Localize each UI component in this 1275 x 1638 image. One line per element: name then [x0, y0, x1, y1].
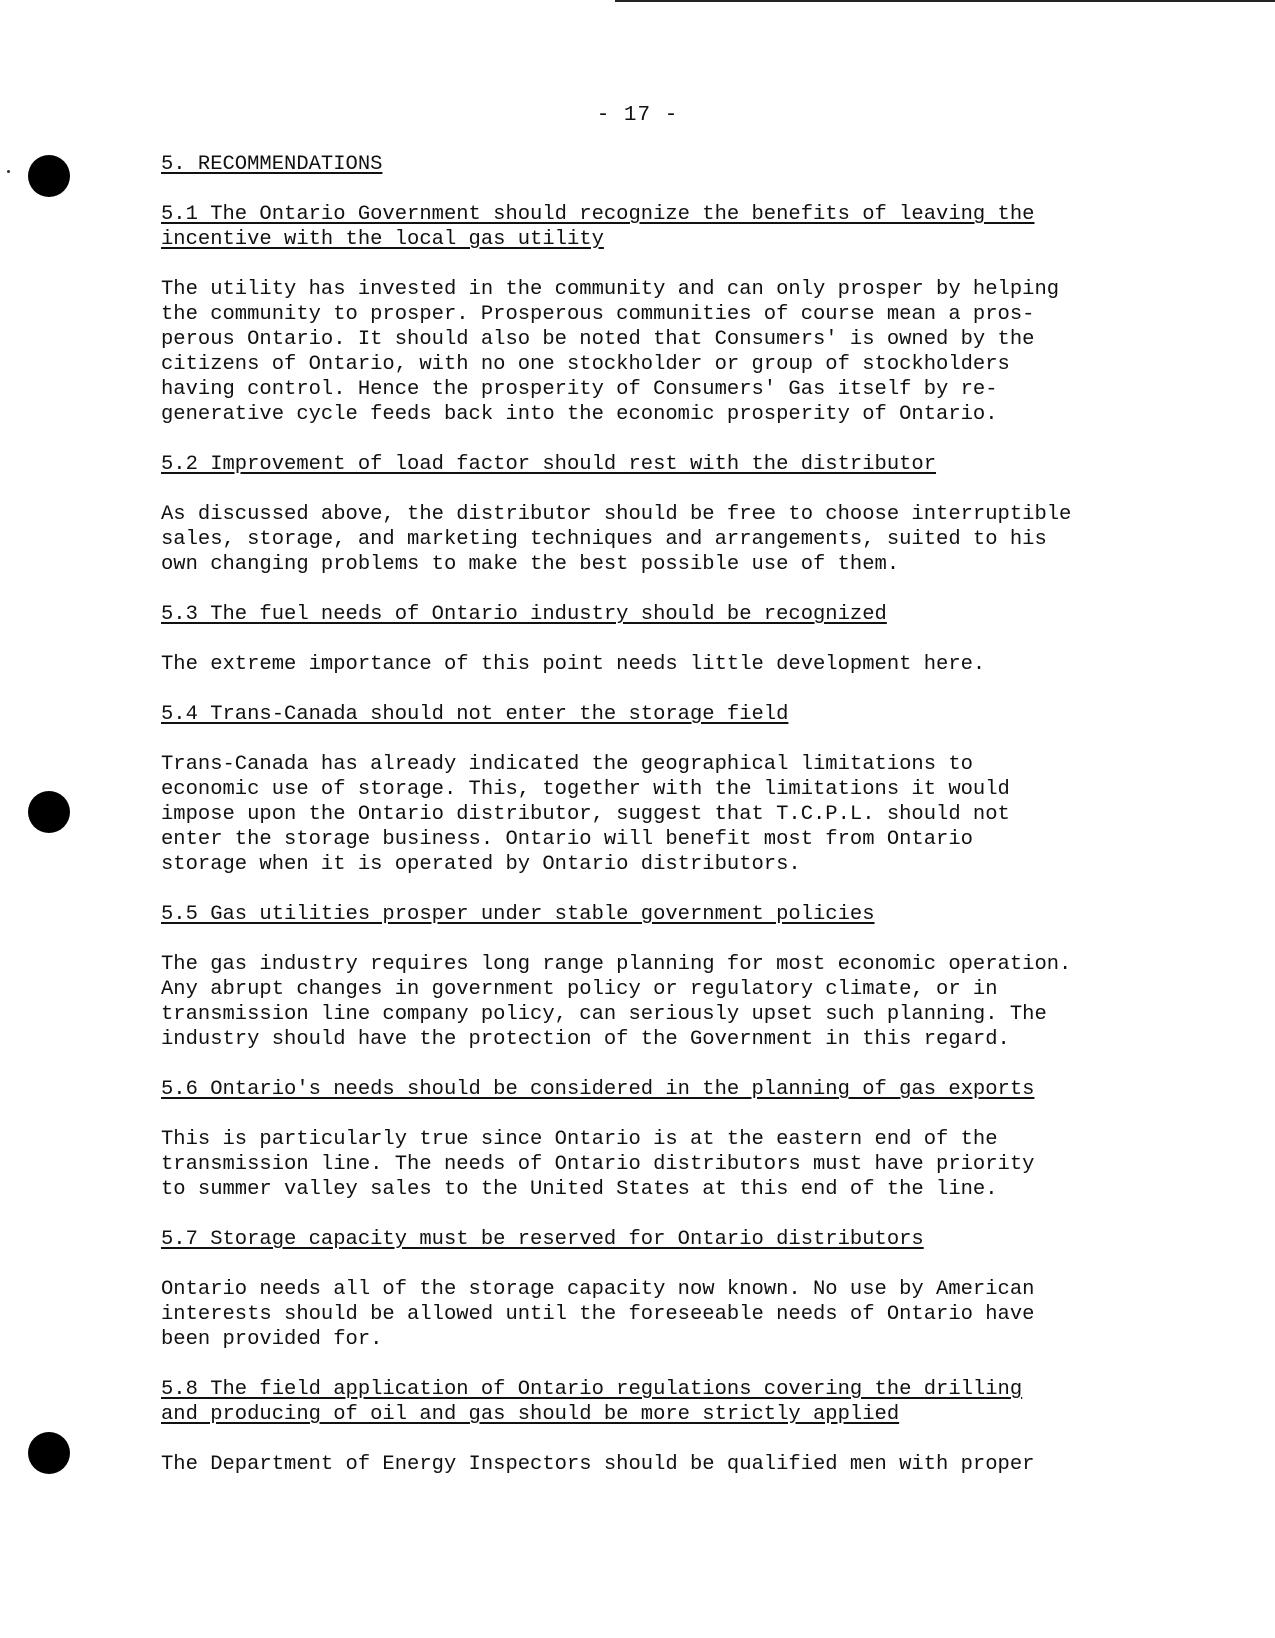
recommendation-heading-5-8: 5.8 The field application of Ontario regulations covering the drilling and producing of oil and gas should be more strictly applied — [161, 1378, 1023, 1426]
recommendation-body-5-1: The utility has invested in the community and can only prosper by helping the community to prosper. Prosperous communities of course mean a pros- perous Ontario. It should also be noted that Consumers' is owned by the citizens of Ontario, with no one stockholder or group of stockholders having control. Hence the prosperity of Consumers' Gas itself by re- generative cycle feeds back into the economic prosperity of Ontario. — [161, 278, 1060, 426]
punch-hole-middle — [28, 791, 70, 833]
recommendation-heading-5-7: 5.7 Storage capacity must be reserved for Ontario distributors — [161, 1228, 924, 1251]
recommendation-heading-5-4: 5.4 Trans-Canada should not enter the storage field — [161, 703, 789, 726]
recommendation-body-5-3: The extreme importance of this point needs little development here. — [161, 653, 986, 676]
stray-mark — [7, 170, 10, 173]
recommendation-body-5-5: The gas industry requires long range planning for most economic operation. Any abrupt changes in government policy or regulatory climate, or in transmission line company policy, can seriously upset such planning. The industry should have the protection of the Government in this regard. — [161, 953, 1072, 1051]
document-body — [161, 152, 1221, 1477]
section-title: 5. RECOMMENDATIONS — [161, 153, 383, 176]
recommendation-body-5-2: As discussed above, the distributor should be free to choose interruptible sales, storage, and marketing techniques and arrangements, suited to his own changing problems to make the best possible use of them. — [161, 503, 1072, 576]
punch-hole-bottom — [28, 1432, 70, 1474]
recommendation-heading-5-3: 5.3 The fuel needs of Ontario industry should be recognized — [161, 603, 887, 626]
recommendation-body-5-7: Ontario needs all of the storage capacity now known. No use by American interests should be allowed until the foreseeable needs of Ontario have been provided for. — [161, 1278, 1035, 1351]
recommendation-body-5-6: This is particularly true since Ontario is at the eastern end of the transmission line. The needs of Ontario distributors must have priority to summer valley sales to the United States at this end of the line. — [161, 1128, 1035, 1201]
recommendation-heading-5-6: 5.6 Ontario's needs should be considered in the planning of gas exports — [161, 1078, 1035, 1101]
recommendation-body-5-4: Trans-Canada has already indicated the geographical limitations to economic use of storage. This, together with the limitations it would impose upon the Ontario distributor, suggest that T.C.P.L. should not enter the storage business. Ontario will benefit most from Ontario storage when it is operated by Ontario distributors. — [161, 753, 1010, 876]
top-edge-rule — [615, 0, 1275, 2]
recommendation-heading-5-2: 5.2 Improvement of load factor should rest with the distributor — [161, 453, 937, 476]
page-number: - 17 - — [596, 104, 679, 127]
punch-hole-top — [28, 155, 70, 197]
recommendation-heading-5-1: 5.1 The Ontario Government should recognize the benefits of leaving the incentive with the local gas utility — [161, 203, 1035, 251]
recommendation-body-5-8: The Department of Energy Inspectors should be qualified men with proper — [161, 1453, 1035, 1476]
recommendation-heading-5-5: 5.5 Gas utilities prosper under stable government policies — [161, 903, 875, 926]
